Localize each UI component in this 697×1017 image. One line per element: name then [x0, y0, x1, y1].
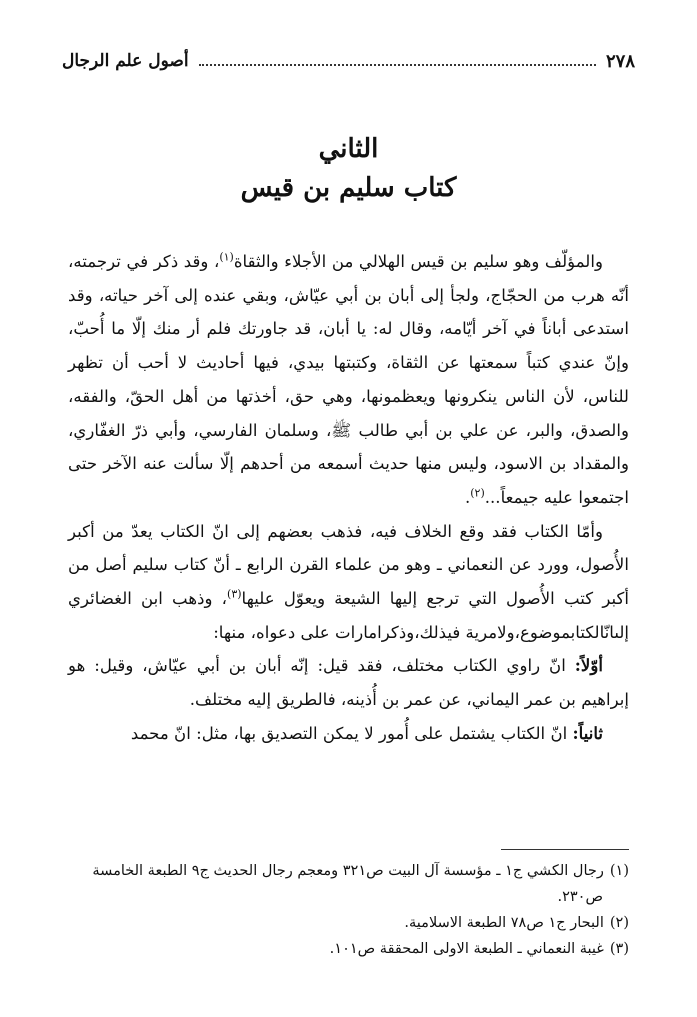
page-number: ٢٧٨	[605, 50, 635, 72]
footnote-text: البحار ج١ ص٧٨ الطبعة الاسلامية.	[404, 915, 604, 931]
section-titles	[0, 130, 697, 208]
paragraph-4	[68, 717, 629, 751]
p1-text-b: ، وقد ذكر في ترجمته، أنّه هرب من الحجّاج، ولجأ إلى أبان بن أبي عيّاش، وبقي عنده إلى آخر حياته، وقد استدعى أباناً في آخر أيّامه، وقال له: يا أبان، قد جاورتك فلم أر منك إلّا ما أُحبّ، وإنّ عندي كتباً سمعتها عن الثقاة، وكتبتها بيدي، فيها أحاديث لا أحب أن تظهر للناس، لأن الناس ينكرونها ويعظمونها، وهي حق، أخذتها من أهل الحقّ، والفقه، والصدق، والبر، عن علي بن أبي طالب ﷺ، وسلمان الفارسي، وأبي ذرّ الغفّاري، والمقداد بن الاسود، وليس منها حديث أسمعه من أحدهم إلّا سألت عنه الآخر حتى اجتمعوا عليه جيمعاً...	[68, 252, 629, 507]
book-title: أصول علم الرجال	[62, 51, 189, 71]
p3-text: انّ راوي الكتاب مختلف، فقد قيل: إنّه أبان بن أبي عيّاش، وقيل: هو إبراهيم بن عمر اليماني، عن عمر بن أُذينه، فالطريق إليه مختلف.	[68, 656, 629, 710]
footnote-2	[68, 910, 629, 936]
p3-lead: أوّلاً:	[574, 655, 603, 676]
footnote-3	[68, 936, 629, 962]
footnote-number: (٢)	[609, 915, 629, 931]
footnote-separator	[501, 849, 629, 850]
p1-end: .	[464, 487, 471, 507]
p1-text-a: والمؤلّف وهو سليم بن قيس الهلالي من الأجلاء والثقاة	[233, 252, 603, 271]
p4-text: انّ الكتاب يشتمل على أُمور لا يمكن التصديق بها، مثل: انّ محمد	[130, 723, 573, 743]
section-heading: الثاني	[318, 134, 379, 164]
p2-text-a: وأمّا الكتاب فقد وقع الخلاف فيه، فذهب بعضهم إلى انّ الكتاب يعدّ من أكبر الأُصول، وورد عن النعماني ـ وهو من علماء القرن الرابع ـ أنّ كتاب سليم أصل من أكبر كتب الأُصول التي ترجع إليها الشيعة ويعوّل عليها	[68, 521, 629, 609]
p4-lead: ثانياً:	[572, 722, 603, 743]
footnote-number: (١)	[609, 863, 629, 879]
paragraph-1	[68, 245, 629, 515]
footnote-text: غيبة النعماني ـ الطبعة الاولى المحققة ص١٠١.	[329, 941, 604, 957]
paragraph-3	[68, 649, 629, 716]
footnote-text: رجال الكشي ج١ ـ مؤسسة آل البيت ص٣٢١ ومعجم رجال الحديث ج٩ الطبعة الخامسة ص٢٣٠.	[92, 863, 604, 905]
footnote-ref-3[interactable]: (٣)	[227, 587, 242, 601]
body-text	[68, 245, 629, 751]
footnote-number: (٣)	[609, 941, 629, 957]
header-dot-leader	[199, 64, 596, 66]
footnote-ref-1[interactable]: (١)	[219, 250, 234, 264]
p2-text-b: ، وذهب ابن الغضائري إلىانّالكتابموضوع،ولامرية فيذلك،وذكرامارات على دعواه، منها:	[68, 589, 629, 642]
running-header	[62, 44, 635, 78]
footnote-1	[68, 858, 629, 910]
footnote-ref-2[interactable]: (٢)	[470, 486, 485, 500]
section-subheading: كتاب سليم بن قيس	[240, 173, 457, 203]
paragraph-2	[68, 515, 629, 650]
footnotes	[68, 858, 629, 962]
